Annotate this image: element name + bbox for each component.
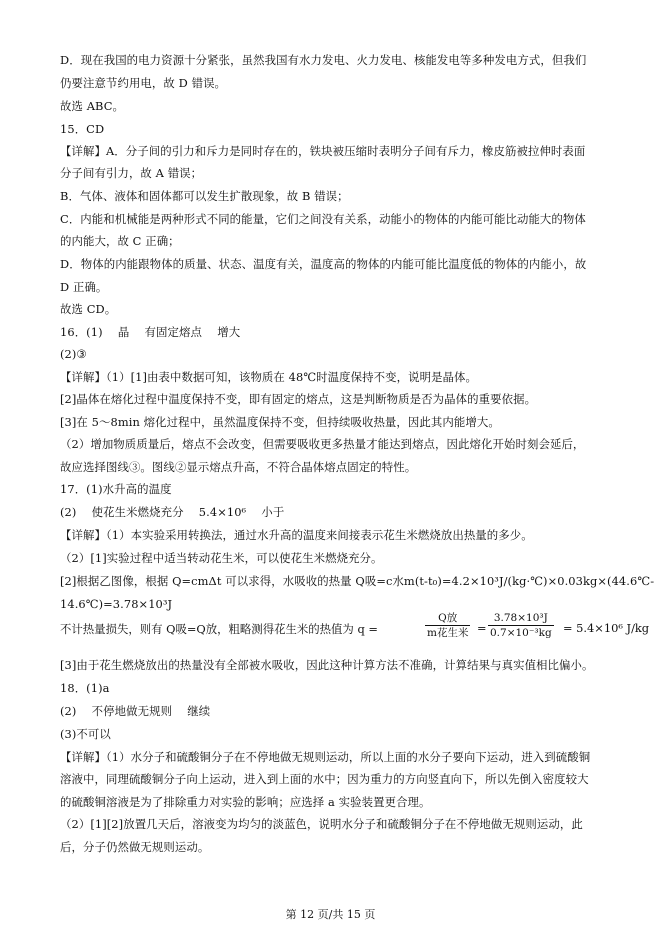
text-line: (3)不可以 [60,727,111,741]
text-line: 【详解】（1）[1]由表中数据可知，该物质在 48℃时温度保持不变，说明是晶体。 [60,370,478,384]
text-line: B．气体、液体和固体都可以发生扩散现象，故 B 错误； [60,189,349,203]
text-line: 的硫酸铜溶液是为了排除重力对实验的影响；应选择 a 实验装置更合理。 [60,795,431,809]
text-line: C．内能和机械能是两种形式不同的能量，它们之间没有关系，动能小的物体的内能可能比动能大的物体 [60,212,586,226]
text-line: D．物体的内能跟物体的质量、状态、温度有关，温度高的物体的内能可能比温度低的物体的内能小，故 [60,257,587,271]
text-line: 分子间有引力，故 A 错误； [60,166,203,180]
text-line: 的内能大，故 C 正确； [60,234,180,248]
text-line: 后，分子仍然做无规则运动。 [60,840,210,854]
text-line: （2）[1]实验过程中适当转动花生米，可以使花生米燃烧充分。 [60,551,383,565]
text-line: 【详解】（1）本实验采用转换法，通过水升高的温度来间接表示花生米燃烧放出热量的多少。 [60,528,533,542]
text-line: [3]在 5～8min 熔化过程中，虽然温度保持不变，但持续吸收热量，因此其内能增大。 [60,415,500,429]
formula-result: = 5.4×10⁶ J/kg [563,621,650,635]
formula-prefix: 不计热量损失，则有 Q吸=Q放，粗略测得花生米的热值为 q = [60,622,378,636]
text-line: [2]晶体在熔化过程中温度保持不变，即有固定的熔点，这是判断物质是否为晶体的重要依据。 [60,392,537,406]
text-line: [3]由于花生燃烧放出的热量没有全部被水吸收，因此这种计算方法不准确，计算结果与真实值相比偏小。 [60,658,594,672]
fraction-values [488,611,554,640]
text-line: （2）增加物质质量后，熔点不会改变，但需要吸收更多热量才能达到熔点，因此熔化开始时刻会延后， [60,437,585,451]
text-line: 【详解】A．分子间的引力和斥力是同时存在的，铁块被压缩时表明分子间有斥力，橡皮筋被拉伸时表面 [60,144,586,158]
text-line: (2) 不停地做无规则 继续 [60,704,211,718]
text-line: (2) 使花生米燃烧充分 5.4×10⁶ 小于 [60,505,285,519]
text-line: 故选 ABC。 [60,99,125,113]
text-line: 【详解】（1）水分子和硫酸铜分子在不停地做无规则运动，所以上面的水分子要向下运动，进入到硫酸铜 [60,750,591,764]
text-line: （2）[1][2]放置几天后，溶液变为均匀的淡蓝色，说明水分子和硫酸铜分子在不停地做无规则运动，此 [60,817,583,831]
page-footer: 第 12 页/共 15 页 [285,908,376,921]
fraction-numerator: Q放 [425,611,470,626]
text-line: [2]根据乙图像，根据 Q=cmΔt 可以求得，水吸收的热量 Q吸=c水m(t-t₀)=4.2×10³J/(kg·℃)×0.03kg×(44.6℃- [60,574,655,588]
text-line: 仍要注意节约用电，故 D 错误。 [60,76,227,90]
text-line: 溶液中，同理硫酸铜分子向上运动，进入到上面的水中；因为重力的方向竖直向下，所以先倒入密度较大 [60,772,589,786]
text-line: 故应选择图线③。图线②显示熔点升高，不符合晶体熔点固定的特性。 [60,460,417,474]
text-line: 14.6℃)=3.78×10³J [60,597,173,611]
text-line: D．现在我国的电力资源十分紧张，虽然我国有水力发电、火力发电、核能发电等多种发电方式，但我们 [60,53,587,67]
text-line: 16．(1) 晶 有固定熔点 增大 [60,325,241,339]
fraction-q-over-m [425,611,470,640]
text-line: 18．(1)a [60,681,110,695]
equals-sign: = [477,621,487,635]
text-line: 17．(1)水升高的温度 [60,482,172,496]
text-line: (2)③ [60,347,87,361]
fraction-denominator: 0.7×10⁻³kg [490,627,552,639]
fraction-denominator: m花生米 [427,627,469,639]
text-line: D 正确。 [60,280,108,294]
text-line: 故选 CD。 [60,302,117,316]
text-line: 15．CD [60,122,105,136]
fraction-numerator: 3.78×10³J [488,611,554,626]
